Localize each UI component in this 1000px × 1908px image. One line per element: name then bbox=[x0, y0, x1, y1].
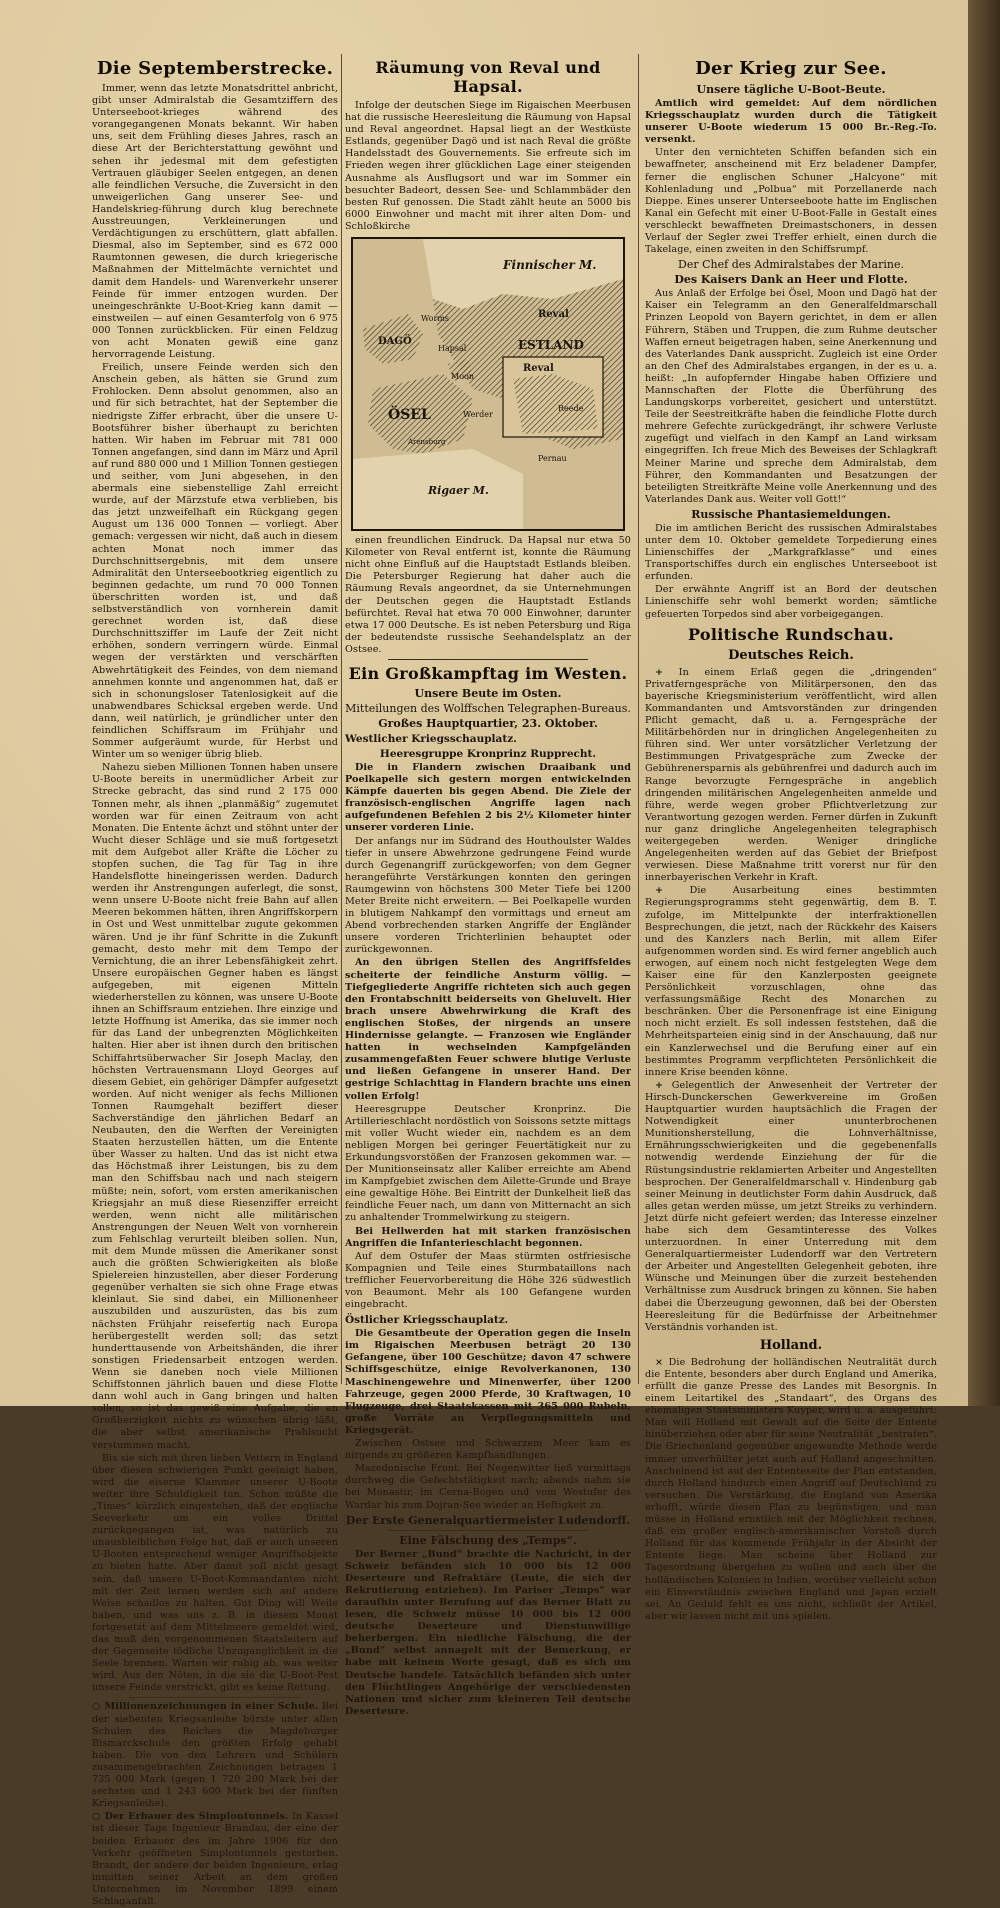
section-heading: Heeresgruppe Kronprinz Rupprecht. bbox=[379, 747, 597, 760]
paragraph: Nahezu sieben Millionen Tonnen haben unsere U-Boote bereits in unermüdlicher Arbeit zur Strecke gebracht, das sind rund 2 175 000 Tonnen mehr, als ihnen „planmäßig“ zugemutet worden war für einen Zeitraum von acht Monaten. Die Entente ächzt und stöhnt unter der Wucht dieser Schläge und sie muß fortgesetzt mit dem Aufgebot aller Kräfte die Löcher zu stopfen suchen, die Tag für Tag in ihre Handelsflotte hineingerissen werden. Dadurch werden ihr Anstrengungen auferlegt, die sonst, wenn unsere U-Boote nicht freie Bahn auf allen Meeren bekommen hätten, ihren Angriffskorpern in Ost und West unmittelbar zugute gekommen wären. Und je ihr fünf Schritte in die Zukunft gemacht, desto mehr mit dem Tempo der Vernichtung, die an ihrer Lebensfähigkeit zehrt. Unsere europäischen Gegner haben es längst aufgegeben, mit eigenen Mitteln wiederherstellen zu können, was unsere U-Boote ihnen an Schiffsraum entziehen. Ihre einzige und letzte Hoffnung ist Amerika, das sie immer noch für das Land der unbegrenzten Möglichkeiten halten. Hier aber ist ihnen durch den britischen Schiffahrtsüberwacher Sir Joseph Maclay, den höchsten Vertrauensmann Lloyd Georges auf diesem Gebiet, ein gehöriger Dämpfer aufgesetzt worden. Auf nicht weniger als fechs Millionen Tonnen Raumgehalt beziffert dieser Sachverständige den jährlichen Bedarf an Neubauten, den die Werften der Vereinigten Staaten herzustellen hätten, um die Entente über Wasser zu halten. Und das ist nicht etwa das Höchstmaß ihrer Leistungen, bis zu dem man den Schiffsbau nach und nach steigern müßte; nein, sofort, vom ersten amerikanischen Kriegsjahr an muß diese Riesenziffer erreicht werden, wenn nicht alle militärischen Anstrengungen der Neuen Welt von vornherein zum Fehlschlag verurteilt bleiben sollen. Nun, mit dem Munde müssen die Amerikaner sonst auch die größten Schwierigkeiten als bloße Spielereien hinzustellen, aber dieser Forderung gegenüber verhalten sie sich ohne Frage etwas kleinlaut. Sie sind dabei, ein Millionenheer auszubilden und auszurüsten, das bis zum nächsten Frühjahr reisefertig nach Europa herübergestellt werden soll; das setzt hunderttausende von Arbeitshänden, die ihrer sonstigen Friedensarbeit entzogen werden. Wenn sie daneben noch viele Millionen Schiffstonnen jährlich bauen und diese Flotte dann wohl auch in Gang bringen und halten sollen, so ist das gewiß eine Aufgabe, die an Großherzigkeit nichts zu wünschen übrig läßt, die aber selbst amerikanische Prahlsucht verstummen macht. bbox=[92, 762, 338, 1451]
map-label: Reval bbox=[523, 363, 554, 375]
map-label: Worms bbox=[421, 314, 450, 324]
map-drawing bbox=[353, 239, 623, 529]
map-label: ESTLAND bbox=[518, 338, 584, 353]
paragraph: Amtlich wird gemeldet: Auf dem nördlichen Kriegsschauplatz wurden durch die Tätigkeit unserer U-Boote wiederum 15 000 Br.-Reg.-To. versenkt. bbox=[645, 98, 937, 146]
divider bbox=[388, 659, 588, 660]
paragraph: + In einem Erlaß gegen die „dringenden“ Privatferngespräche von Militärpersonen, den das bayerische Kriegsministerium veröffentlicht, wird allen Kommandanten und Amtsvorständen zur dringenden Pflicht gemacht, daß u. a. Ferngespräche der Militärbehörden nur in dringlichen Angelegenheiten zu führen sind. Wer unter vorsätzlicher Verletzung der Bestimmungen Privatgespräche zum Zwecke der Gebührenersparnis als gebührenfrei und dadurch auch im Range bevorzugte Ferngespräche in angeblich dringenden militärischen Angelegenheiten anmelde und führe, werde wegen grober Pflichtverletzung zur Verantwortung gezogen werden. Ferner dürfen in Zukunft nur ganz dringliche Angelegenheiten telegraphisch weitergegeben werden. Weniger dringliche Angelegenheiten werden auf das Gebiet der Briefpost verwiesen. Diese Maßnahme tritt vorerst nur für den innerbayerischen Verkehr in Kraft. bbox=[645, 666, 937, 884]
map-label: Rigaer M. bbox=[428, 484, 489, 498]
paragraph-text: In einem Erlaß gegen die „dringenden“ Privatferngespräche von Militärpersonen, den das bayerische Kriegsministerium veröffentlicht, wird allen Kommandanten und Amtsvorständen zur dringenden Pflicht gemacht, daß u. a. Ferngespräche der Militärbehörden nur in dringlichen Angelegenheiten zu führen sind. Wer unter vorsätzlicher Verletzung der Bestimmungen Privatgespräche zum Zwecke der Gebührenersparnis als gebührenfrei und dadurch auch im Range bevorzugte Ferngespräche in angeblich dringenden militärischen Angelegenheiten anmelde und führe, werde wegen grober Pflichtverletzung zur Verantwortung gezogen werden. Ferner dürfen in Zukunft nur ganz dringliche Angelegenheiten telegraphisch weitergegeben werden. Weniger dringliche Angelegenheiten werden auf das Gebiet der Briefpost verwiesen. Diese Maßnahme tritt vorerst nur für den innerbayerischen Verkehr in Kraft. bbox=[645, 666, 937, 884]
note-title: Millionenzeichnungen in einer Schule. bbox=[104, 1701, 319, 1713]
column-2 bbox=[345, 54, 631, 1717]
paragraph-text: Gelegentlich der Anwesenheit der Vertreter der Hirsch-Dunckerschen Gewerkvereine im Großen Hauptquartier wurden hauptsächlich die Fragen der Notwendigkeit einer ununterbrochenen Munitionsherstellung, die Lohnverhältnisse, Ernährungsschwierigkeiten und die gegebenenfalls notwendig werdende Einziehung der für die Rüstungsindustrie reklamierten Arbeiter und Angestellten besprochen. Der Generalfeldmarschall v. Hindenburg gab seiner Meinung in deutlichster Form dahin Ausdruck, daß alles getan werden müsse, um jetzt Streiks zu verhindern. Jetzt dürfe nicht gefeiert werden; das Interesse einzelner habe sich dem Gesamtinteresse des Volkes unterzuordnen. In einer Unterredung mit dem Generalquartiermeister Ludendorff war den Vertretern der Arbeiter und Angestellten Gelegenheit geboten, ihre Wünsche und Meinungen über die zurzeit bestehenden Verhältnisse zum Ausdruck bringen zu können. Sie haben dabei die Überzeugung gewonnen, daß bei der Obersten Heeresleitung für die Bedürfnisse der Arbeitnehmer Verständnis vorhanden ist. bbox=[645, 1079, 937, 1333]
map-label: Hapsal bbox=[438, 344, 467, 354]
dateline: Großes Hauptquartier, 23. Oktober. bbox=[378, 716, 598, 730]
column-rule bbox=[638, 54, 639, 1384]
paragraph: Bis sie sich mit ihren lieben Vettern in England über diesen schwierigen Punkt geeinigt haben, wird die eiserne Klammer unserer U-Boote weiter ihre Schuldigkeit tun. Schon müßte die „Times“ kürzlich eingestehen, daß der englische Seeverkehr um ein volles Drittel zurückgegangen ist, was natürlich zu unausbleiblichen Folge hat, daß er auch unseren U-Booten entsprechend weniger Angriffsobjekte zu bieten hatte. Aber damit soll nicht gesagt sein, daß unsere U-Boot-Kommandanten nicht mit der Zeit lernen werden sich auf andere Weise schadlos zu halten. Gut Ding will Weile haben, und was uns z. B. in diesem Monat fortgesetzt auf dem Mittelmeere gemeldet wird, das muß den vorgenommenen Staatsleitern auf der Gegenseite tödliche Unzuganglichkeit in die Seele brennen. Warten wir ruhig ab, was weiter wird. Aus den Nöten, in die sie die U-Boot-Pest unsere Feinde verstrickt, gibt es keine Rettung. bbox=[92, 1452, 338, 1694]
map-label: Finnischer M. bbox=[503, 258, 597, 273]
subheading: Unsere tägliche U-Boot-Beute. bbox=[696, 83, 886, 96]
paragraph: Der Berner „Bund“ brachte die Nachricht, in der Schweiz befänden sich 10 000 bis 12 000 Deserteure und Refraktäre (Leute, die sich der Rekrutierung entziehen). Im Pariser „Temps“ war daraufhin unter Berufung auf das Berner Blatt zu lesen, die Schweiz müsse 10 000 bis 12 000 deutsche Deserteure und Dienstunwillige beherbergen. Ein niedliche Fälschung, die der „Bund“ selbst annagelt mit der Bemerkung, er habe mit keinem Worte gesagt, daß es sich um Deutsche handele. Tatsächlich befänden sich unter den Flüchtlingen Angehörige der verschiedensten Nationen und sicher zum kleineren Teil deutsche Deserteure. bbox=[345, 1548, 631, 1717]
section-heading: Des Kaisers Dank an Heer und Flotte. bbox=[674, 273, 908, 287]
paragraph: einen freundlichen Eindruck. Da Hapsal nur etwa 50 Kilometer von Reval entfernt ist, konnte die Räumung nicht ohne Einfluß auf die Hauptstadt Estlands bleiben. Die Petersburger Regierung hat daher auch die Räumung Revals angeordnet, da sie Unternehmungen der Deutschen gegen die Hauptstadt Estlands befürchtet. Reval hat etwa 70 000 Einwohner, darunter etwa 17 000 Deutsche. Es ist neben Petersburg und Riga der bedeutendste russische Seehandelsplatz an der Ostsee. bbox=[345, 535, 631, 655]
paragraph: + Die Ausarbeitung eines bestimmten Regierungsprogramms steht gegenwärtig, dem B. T. zufolge, im Mittelpunkte der interfraktionellen Besprechungen, die jetzt, nach der Rückkehr des Kaisers und des Kanzlers nach Berlin, mit allem Eifer aufgenommen worden sind. Es wird ferner angeblich auch erwogen, auf einem noch nicht festgelegten Wege dem Kaiser eine für den Kanzlerposten geeignete Persönlichkeit vorzuschlagen, ohne das verfassungsmäßige Recht des Monarchen zu beschränken. Über die Personenfrage ist eine Einigung noch nicht erzielt. Es soll indessen feststehen, daß die Mehrheitsparteien einig sind in der Anschauung, daß nur ein Kanzlerwechsel und die Berufung einer auf ein bestimmtes Programm verpflichteten Persönlichkeit die innere Krise beenden könne. bbox=[645, 885, 937, 1078]
paragraph: Die im amtlichen Bericht des russischen Admiralstabes unter dem 10. Oktober gemeldete Torpedierung eines Linienschiffes der „Markgrafklasse“ und eines Transportschiffes durch ein englisches Unterseeboot ist erfunden. bbox=[645, 522, 937, 583]
map-figure bbox=[351, 237, 625, 531]
map-label: Reede bbox=[558, 404, 584, 414]
note-paragraph: ○ Millionenzeichnungen in einer Schule. Bei der siebenten Kriegsanleihe bürste unter allen Schulen des Reiches die Magdeburger Bismarckschule den größten Erfolg gehabt haben. Die von den Lehrern und Schülern zusammengebrachten Zeichnungen betragen 1 735 000 Mark (gegen 1 720 200 Mark bei der sechsten und 1 243 600 Mark bei der fünften Kriegsanleihe). bbox=[92, 1701, 339, 1810]
paragraph: Freilich, unsere Feinde werden sich den Anschein geben, als hätten sie Grund zum Frohlocken. Denn absolut genommen, also an und für sich betrachtet, hat der September die niedrigste Ziffer erbracht, über die unsere U-Bootsführer bisher überhaupt zu berichten hatten. Wir haben im Februar mit 781 000 Tonnen angefangen, sind dann im März und April auf rund 880 000 und 1 Million Tonnen gestiegen und seither, vom Juni abgesehen, in den abermals eine siebenstellige Zahl erreicht wurde, auf der Märzstufe etwa verblieben, bis das jetzt unzweifelhaft ein Rückgang gegen August um 136 000 Tonnen — vorliegt. Aber gemach: vergessen wir nicht, daß auch in diesem achten Monat noch immer das Durchschnittsergebnis, mit dem unsere Admiralität den Unterseebootkrieg eigentlich zu beginnen gedachte, um rund 70 000 Tonnen überschritten worden ist, und daß selbstverständlich von vornherein damit gerechnet worden ist, daß diese Durchschnittsziffer im Laufe der Zeit nicht erhöhen, sondern verringern würde. Einmal wegen der verstärkten und verschärften Abwehrtätigkeit des Feindes, von dem niemand annehmen konnte und angenommen hat, daß er sich in schonungsloser Tatenlosigkeit auf die unabwendbares Schicksal ergeben werde. Und dann, weil natürlich, je gründlicher unter den feindlichen Schiffsraum im Frühjahr und Sommer aufgeräumt wurde, für Herbst und Winter um so weniger übrig blieb. bbox=[92, 362, 338, 761]
paragraph: Die in Flandern zwischen Draaibank und Poelkapelle sich gestern morgen entwickelnden Kämpfe dauerten bis gegen Abend. Die Ziele der französisch-englischen Angriffe lagen nach aufgefundenen Befehlen 2 bis 2½ Kilometer hinter unserer vorderen Linie. bbox=[345, 761, 631, 834]
section-heading: Holland. bbox=[759, 1337, 823, 1353]
paragraph: Unter den vernichteten Schiffen befanden sich ein bewaffneter, anscheinend mit Erz beladener Dampfer, ferner die englischen Schuner „Halcyone“ mit Kohlenladung und „Polbua“ mit Porzellanerde nach Dieppe. Eines unserer Unterseeboote hatte im Englischen Kanal ein Gefecht mit einer U-Boot-Falle in Gestalt eines verschleckt bewaffneten Dreimastschoners, in dessen Verlauf der Segler zwei Treffer erhielt, einen durch die Takelage, einen zweiten in den Schiffsrumpf. bbox=[645, 147, 937, 256]
section-heading: Eine Fälschung des „Temps“. bbox=[399, 1533, 577, 1547]
paragraph-text: Die Ausarbeitung eines bestimmten Regierungsprogramms steht gegenwärtig, dem B. T. zufolge, im Mittelpunkte der interfraktionellen Besprechungen, die jetzt, nach der Rückkehr des Kaisers und des Kanzlers nach Berlin, mit allem Eifer aufgenommen worden sind. Es wird ferner angeblich auch erwogen, auf einem noch nicht festgelegten Wege dem Kaiser eine für den Kanzlerposten geeignete Persönlichkeit vorzuschlagen, ohne das verfassungsmäßige Recht des Monarchen zu beschränken. Über die Personenfrage ist eine Einigung noch nicht erzielt. Es soll indessen feststehen, daß die Mehrheitsparteien einig sind in der Anschauung, daß nur ein Kanzlerwechsel und die Berufung einer auf ein bestimmtes Programm verpflichteten Persönlichkeit die innere Krise beenden könne. bbox=[645, 885, 937, 1078]
map-label: Moon bbox=[451, 372, 474, 382]
column-1 bbox=[92, 54, 339, 1907]
paragraph: Zwischen Ostsee und Schwarzem Meer kam es nirgends zu größeren Kampfhandlungen. bbox=[345, 1438, 631, 1462]
paragraph: Auf dem Ostufer der Maas stürmten ostfriesische Kompagnien und Teile eines Sturmbataillons nach trefflicher Feuervorbereitung die Höhe 326 südwestlich von Beaumont. Mehr als 100 Gefangene wurden eingebracht. bbox=[345, 1250, 631, 1311]
article-title: Ein Großkampftag im Westen. bbox=[348, 663, 628, 683]
divider bbox=[388, 1530, 588, 1531]
divider bbox=[129, 1697, 301, 1698]
article-title: Die Septemberstrecke. bbox=[96, 58, 334, 79]
map-label: DAGÖ bbox=[378, 336, 412, 348]
signature: Der Erste Generalquartiermeister Ludendorff. bbox=[345, 1513, 631, 1527]
subheading: Unsere Beute im Osten. bbox=[414, 686, 562, 700]
map-label: Pernau bbox=[538, 454, 567, 464]
paragraph-text: Die Bedrohung der holländischen Neutralität durch die Entente, besonders aber durch England und Amerika, erfüllt die ganze Presse des Landes mit Besorgnis. In einem Leitartikel des „Standaart“, des Organs des ehemaligen Staatsministers Kuyper, wird u. a. ausgeführt: Man will Holland mit Gewalt auf die Seite der Entente hinüberziehen oder aber für seine Neutralität „bestrafen“. Die Griechenland gegenüber angewandte Methode werde immer unverhüllter jetzt auch auf Holland angeschnitten. Anscheinend ist auf der Ententeseite der Plan entstanden, durch Holland hindurch einen Angriff auf Deutschland zu versuchen. Die Verstärkung, die England von Amerika erhofft, würde diesen Plan zu begünstigen, und man müsse in Holland ernstlich mit der Möglichkeit rechnen, daß ein großer englisch-amerikanischer Vorstoß durch Holland für das kommende Frühjahr in der Absicht der Entente liege. Man scheine über Holland zur Tagesordnung übergehen zu wollen und auch über die holländischen Kolonien in Indien, worüber vielleicht schon ein Einverständnis zwischen England und Japan erzielt sei. An Geduld fehlt es uns nicht, schließt der Artikel, aber wir lassen nicht mit uns spielen. bbox=[645, 1356, 937, 1622]
column-rule bbox=[341, 54, 342, 1384]
section-heading: Östlicher Kriegsschauplatz. bbox=[345, 1314, 509, 1327]
paragraph: Mazedonische Front. Bei Negenwitter ließ vormittags durchweg die Gefechtstätigkeit nach; abends nahm sie bei Monastir, im Cerna-Bogen und vom Westufer des Wardar bis zum Dojran-See wieder an Heftigkeit zu. bbox=[345, 1463, 631, 1511]
paragraph: Bei Hellwerden hat mit starken französischen Angriffen die Infanterieschlacht begonnen. bbox=[345, 1225, 631, 1249]
paragraph: × Die Bedrohung der holländischen Neutralität durch die Entente, besonders aber durch England und Amerika, erfüllt die ganze Presse des Landes mit Besorgnis. In einem Leitartikel des „Standaart“, des Organs des ehemaligen Staatsministers Kuyper, wird u. a. ausgeführt: Man will Holland mit Gewalt auf die Seite der Entente hinüberziehen oder aber für seine Neutralität „bestrafen“. Die Griechenland gegenüber angewandte Methode werde immer unverhüllter jetzt auch auf Holland angeschnitten. Anscheinend ist auf der Ententeseite der Plan entstanden, durch Holland hindurch einen Angriff auf Deutschland zu versuchen. Die Verstärkung, die England von Amerika erhofft, würde diesen Plan zu begünstigen, und man müsse in Holland ernstlich mit der Möglichkeit rechnen, daß ein großer englisch-amerikanischer Vorstoß durch Holland für das kommende Frühjahr in der Absicht der Entente liege. Man scheine über Holland zur Tagesordnung übergehen zu wollen und auch über die holländischen Kolonien in Indien, worüber vielleicht schon ein Einverständnis zwischen England und Japan erzielt sei. An Geduld fehlt es uns nicht, schließt der Artikel, aber wir lassen nicht mit uns spielen. bbox=[645, 1356, 937, 1622]
page-edge bbox=[968, 0, 1000, 1406]
map-label: Reval bbox=[538, 309, 569, 321]
article-title: Politische Rundschau. bbox=[687, 624, 895, 644]
map-label: Arensburg bbox=[408, 438, 446, 447]
article-title: Der Krieg zur See. bbox=[695, 58, 887, 79]
note-text: In Kassel ist dieser Tage Ingenieur Brandau, der eine der beiden Erbauer des im Jahre 1906 für den Verkehr geöffneten Simplontunnels gestorben. Brandt, der andere der beiden Ingenieure, erlag inmitten seiner Arbeit an dem großen Unternehmen im November 1899 einem Schlaganfall. bbox=[92, 1811, 338, 1907]
paragraph: Heeresgruppe Deutscher Kronprinz. Die Artillerieschlacht nordöstlich von Soissons setzte mittags mit voller Wucht wieder ein, nachdem es an dem nebligen Morgen bei geringer Feuertätigkeit nur zu Erkundungsvorstößen der Franzosen gekommen war. — Der Munitionseinsatz aller Kaliber erreichte am Abend im Kampfgebiet zwischen dem Ailette-Grunde und Braye eine gewaltige Höhe. Bei Eintritt der Dunkelheit ließ das feindliche Feuer nach, um dann von Mitternacht an sich zu anhaltender Trommelwirkung zu steigern. bbox=[345, 1103, 631, 1224]
section-heading: Deutsches Reich. bbox=[728, 647, 854, 663]
paragraph: An den übrigen Stellen des Angriffsfeldes scheiterte der feindliche Ansturm völlig. — Tiefgegliederte Angriffe richteten sich auch gegen den Frontabschnitt beiderseits von Gheluvelt. Hier brach unsere Abwehrwirkung die Kraft des englischen Stoßes, der nirgends an unsere Hindernisse gelangte. — Franzosen wie Engländer hatten in wechselnden Kampfgeländen zusammengefaßten Feuer schwere blutige Verluste und ließen Gefangene in unserer Hand. Der gestrige Schlachttag in Flandern brachte uns einen vollen Erfolg! bbox=[345, 957, 631, 1102]
note-text: Bei der siebenten Kriegsanleihe bürste unter allen Schulen des Reiches die Magdeburger Bismarckschule den größten Erfolg gehabt haben. Die von den Lehrern und Schülern zusammengebrachten Zeichnungen betragen 1 735 000 Mark (gegen 1 720 200 Mark bei der sechsten und 1 243 600 Mark bei der fünften Kriegsanleihe). bbox=[92, 1701, 339, 1810]
article-title: Räumung von Reval und Hapsal. bbox=[375, 58, 601, 96]
map-label: ÖSEL bbox=[388, 407, 431, 424]
note-title: Der Erbauer des Simplontunnels. bbox=[104, 1811, 289, 1823]
paragraph: Der anfangs nur im Südrand des Houthoulster Waldes tiefer in unsere Abwehrzone gedrungene Feind wurde durch Gegenangriff zurückgeworfen; von dem Gegner herangeführte Verstärkungen konnten den geringen Raumgewinn von höchstens 300 Meter Tiefe bei 1200 Meter Breite nicht erweitern. — Bei Poelkapelle wurden in blutigem Nahkampf den vormittags und erneut am Abend vorbrechenden starken Angriffe der Engländer unsere vorderen Trichterlinien behauptet oder zurückgewonnen. bbox=[345, 835, 631, 956]
paragraph: Aus Anlaß der Erfolge bei Ösel, Moon und Dagö hat der Kaiser ein Telegramm an den Generalfeldmarschall Prinzen Leopold von Bayern gerichtet, in dem er allen Führern, Stäben und Truppen, die zum Ruhme deutscher Waffen erneut beigetragen haben, seine Anerkennung und des Vaterlandes Dank ausspricht. Zugleich ist eine Order an den Chef des Admiralstabes ergangen, in der es u. a. heißt: „In aufopfernder Hingabe haben Offiziere und Mannschaften der Flotte die Überführung des Landungskorps vorbereitet, gesichert und unterstützt. Teile der Seestreitkräfte haben die feindliche Flotte durch mehrere Gefechte zurückgedrängt, ihr schwere Verluste zugefügt und vielfach in den Kampf an Land wirksam eingegriffen. Ich freue Mich des Beweises der Schlagkraft Meiner Marine und spreche dem Admiralstab, dem Führer, den Kommandanten und Besatzungen der beteiligten Streitkräfte Meine volle Anerkennung und des Vaterlandes Dank aus. Weiter voll Gott!“ bbox=[645, 288, 937, 505]
paragraph: Die Gesamtbeute der Operation gegen die Inseln im Rigaischen Meerbusen beträgt 20 130 Gefangene, über 100 Geschütze; davon 47 schwere Schiffsgeschütze, einige Revolverkanonen, 130 Maschinengewehre und Minenwerfer, über 1200 Fahrzeuge, gegen 2000 Pferde, 30 Kraftwagen, 10 Flugzeuge, drei Staatskassen mit 365 000 Rubeln, große Vorräte an Verpflegungsmitteln und Kriegsgerät. bbox=[345, 1328, 631, 1436]
note-paragraph: ○ Der Erbauer des Simplontunnels. In Kassel ist dieser Tage Ingenieur Brandau, der eine der beiden Erbauer des im Jahre 1906 für den Verkehr geöffneten Simplontunnels gestorben. Brandt, der andere der beiden Ingenieure, erlag inmitten seiner Arbeit an dem großen Unternehmen im November 1899 einem Schlaganfall. bbox=[92, 1811, 338, 1907]
paragraph: Immer, wenn das letzte Monatsdrittel anbricht, gibt unser Admiralstab die Gesamtziffern des Unterseeboot-krieges während des vorangegangenen Monats bekannt. Wir haben uns, seit dem Frühling dieses Jahres, rasch an diese Art der Berichterstattung gewöhnt und sehen ihr jedesmal mit dem gefestigten Vertrauen gläubiger Seelen entgegen, an denen alle feindlichen Versuche, die Zuversicht in den unweigerlichen Gang unserer See- und Handelskrieg-führung durch klug berechnete Ausstreuungen, Verkleinerungen und Verdächtigungen zu erschüttern, glatt abfallen. Diesmal, also im September, sind es 672 000 Raumtonnen gewesen, die durch kriegerische Maßnahmen der Mittelmächte vernichtet und damit dem Handels- und Warenverkehr unserer Feinde für immer entzogen wurden. Der uneingeschränkte U-Boot-Krieg kann damit — einstweilen — auf einen Gesamterfolg von 6 975 000 Tonnen zurückblicken. Für einen Feldzug von acht Monaten gewiß eine ganz hervorragende Leistung. bbox=[92, 83, 338, 361]
paragraph: Der erwähnte Angriff ist an Bord der deutschen Linienschiffe sehr wohl bemerkt worden; sämtliche gefeuerten Torpedos sind aber vorbeigegangen. bbox=[645, 584, 937, 620]
section-heading: Westlicher Kriegsschauplatz. bbox=[345, 732, 517, 745]
paragraph: Infolge der deutschen Siege im Rigaischen Meerbusen hat die russische Heeresleitung die Räumung von Hapsal und Reval angeordnet. Hapsal liegt an der Westküste Estlands, gegenüber Dagö und ist nach Reval die größte Handelsstadt des Gouvernements. Sie erfreute sich im Frieden wegen ihrer glücklichen Lage einer steigenden Ausnahme als Ausflugsort und war im Sommer ein besuchter Badeort, dessen See- und Schlammbäder den besten Ruf genossen. Die Stadt zählt heute an 5000 bis 6000 Einwohner und macht mit ihrer alten Dom- und Schloßkirche bbox=[345, 100, 631, 232]
subheading: Mitteilungen des Wolffschen Telegraphen-Bureaus. bbox=[345, 701, 631, 715]
signature: Der Chef des Admiralstabes der Marine. bbox=[678, 258, 904, 272]
map-label: Werder bbox=[463, 410, 493, 420]
column-3 bbox=[645, 54, 937, 1622]
paragraph: + Gelegentlich der Anwesenheit der Vertreter der Hirsch-Dunckerschen Gewerkvereine im Großen Hauptquartier wurden hauptsächlich die Fragen der Notwendigkeit einer ununterbrochenen Munitionsherstellung, die Lohnverhältnisse, Ernährungsschwierigkeiten und die gegebenenfalls notwendig werdende Einziehung der für die Rüstungsindustrie reklamierten Arbeiter und Angestellten besprochen. Der Generalfeldmarschall v. Hindenburg gab seiner Meinung in deutlichster Form dahin Ausdruck, daß alles getan werden müsse, um jetzt Streiks zu verhindern. Jetzt dürfe nicht gefeiert werden; das Interesse einzelner habe sich dem Gesamtinteresse des Volkes unterzuordnen. In einer Unterredung mit dem Generalquartiermeister Ludendorff war den Vertretern der Arbeiter und Angestellten Gelegenheit geboten, ihre Wünsche und Meinungen über die zurzeit bestehenden Verhältnisse zum Ausdruck bringen zu können. Sie haben dabei die Überzeugung gewonnen, daß bei der Obersten Heeresleitung für die Bedürfnisse der Arbeitnehmer Verständnis vorhanden ist. bbox=[645, 1079, 937, 1333]
section-heading: Russische Phantasiemeldungen. bbox=[691, 507, 891, 521]
